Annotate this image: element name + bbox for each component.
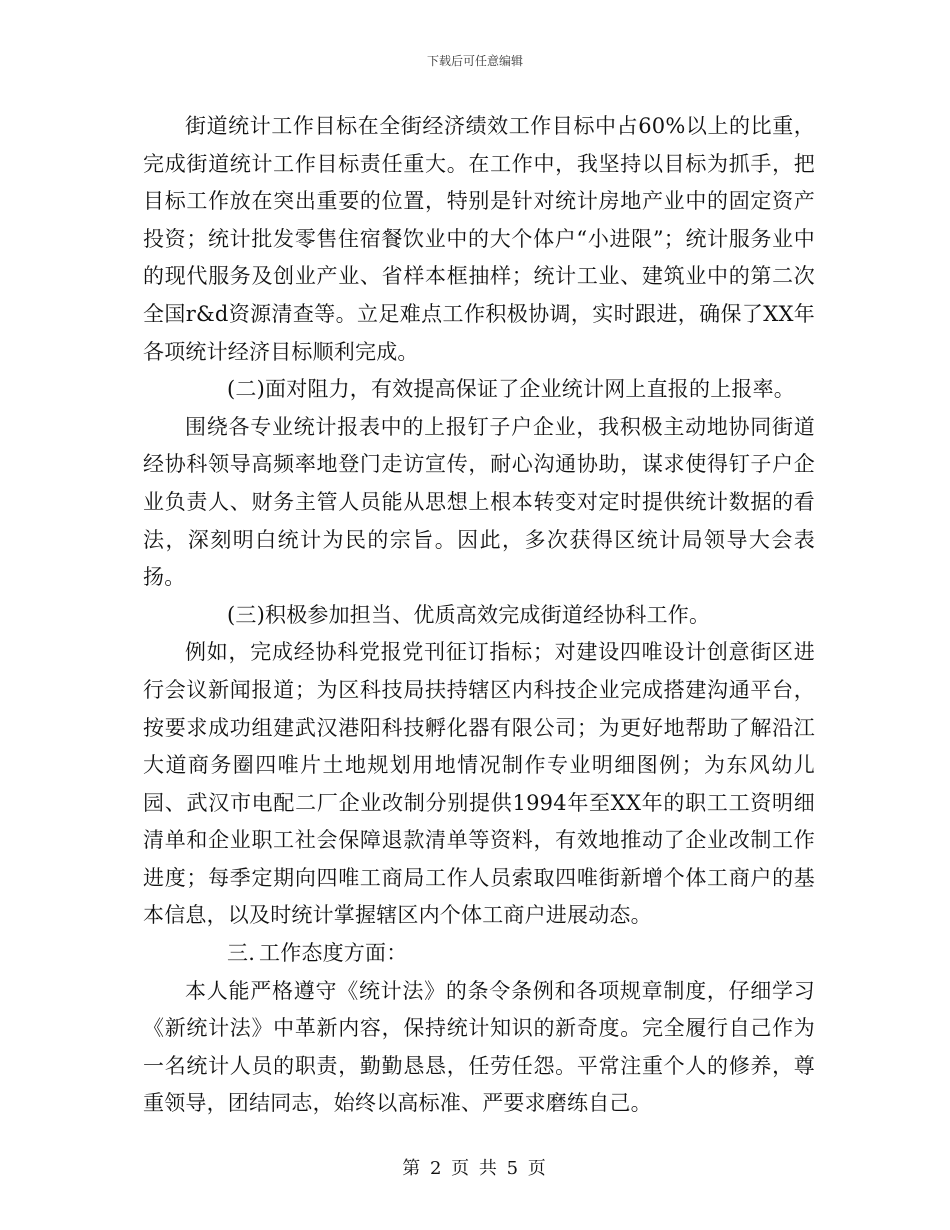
- section-number: (二): [227, 377, 265, 402]
- section-number: (三): [227, 602, 265, 627]
- document-body: [143, 108, 815, 1123]
- paragraph-online-reporting: 围绕各专业统计报表中的上报钉子户企业，我积极主动地协同街道经协科领导高频率地登门走访宣传，耐心沟通协助，谋求使得钉子户企业负责人、财务主管人员能从思想上根本转变对定时提供统计数据的看法，深刻明白统计为民的宗旨。因此，多次获得区统计局领导大会表扬。: [143, 414, 815, 590]
- paragraph-statistics-targets: 街道统计工作目标在全街经济绩效工作目标中占60%以上的比重，完成街道统计工作目标责任重大。在工作中，我坚持以目标为抓手，把目标工作放在突出重要的位置，特别是针对统计房地产业中的固定资产投资；统计批发零售住宿餐饮业中的大个体户“小进限”；统计服务业中的现代服务及创业产业、省样本框抽样；统计工业、建筑业中的第二次全国r&d资源清查等。立足难点工作积极协调，实时跟进，确保了XX年各项统计经济目标顺利完成。: [143, 114, 815, 364]
- section-heading-work-attitude: [143, 935, 815, 973]
- paragraph-economic-work: 例如，完成经协科党报党刊征订指标；对建设四唯设计创意街区进行会议新闻报道；为区科技局扶持辖区内科技企业完成搭建沟通平台，按要求成功组建武汉港阳科技孵化器有限公司；为更好地帮助了解沿江大道商务圈四唯片土地规划用地情况制作专业明细图例；为东风幼儿园、武汉市电配二厂企业改制分别提供1994年至XX年的职工工资明细清单和企业职工社会保障退款清单等资料，有效地推动了企业改制工作进度；每季定期向四唯工商局工作人员索取四唯街新增个体工商户的基本信息，以及时统计掌握辖区内个体工商户进展动态。: [143, 640, 815, 928]
- section-title: 积极参加担当、优质高效完成街道经协科工作。: [265, 602, 711, 627]
- section-title: 面对阻力，有效提高保证了企业统计网上直报的上报率。: [265, 377, 795, 402]
- section-title: 工作态度方面：: [259, 941, 408, 966]
- section-heading-3: [143, 597, 815, 635]
- section-number: 三.: [227, 941, 256, 966]
- page-header-note: 下载后可任意编辑: [426, 54, 523, 68]
- page-number-footer: 第 2 页 共 5 页: [402, 1158, 548, 1179]
- section-heading-2: [143, 371, 815, 409]
- paragraph-work-attitude: 本人能严格遵守《统计法》的条令条例和各项规章制度，仔细学习《新统计法》中革新内容，保持统计知识的新奇度。完全履行自己作为一名统计人员的职责，勤勤恳恳，任劳任怨。平常注重个人的修养，尊重领导，团结同志，始终以高标准、严要求磨练自己。: [143, 978, 815, 1116]
